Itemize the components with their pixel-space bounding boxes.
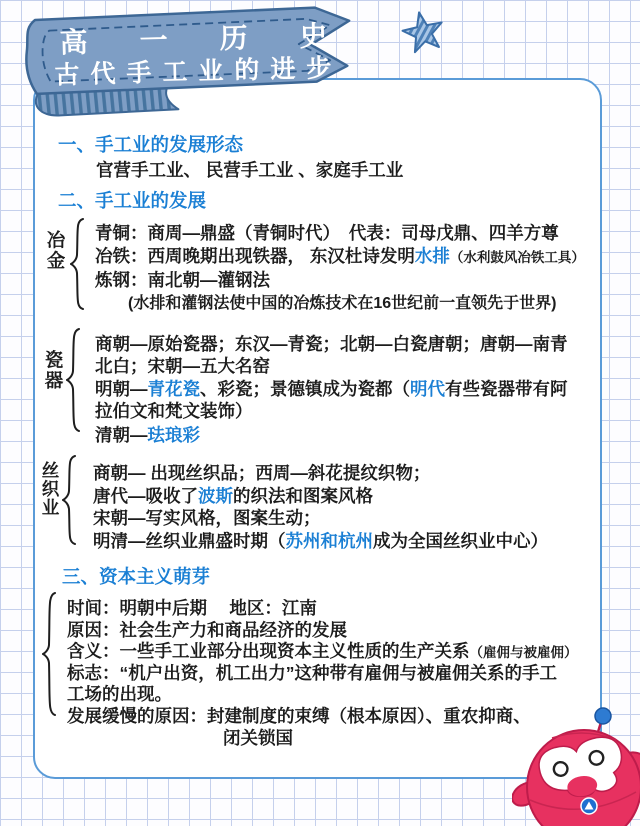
page-title-line2: 古代手工业的进步 [54,53,343,90]
mascot-right-eye [589,750,604,765]
curly-brace-icon [70,218,86,310]
iron-text: 冶铁：西周晚期出现铁器， 东汉杜诗发明 [95,246,415,267]
silk-label: 丝织业 [40,461,60,517]
porcelain-ming-mid: 、彩瓷；景德镇成为瓷都（ [200,378,410,399]
section1-heading: 一、手工业的发展形态 [58,134,244,155]
metallurgy-steel-line: 炼钢：南北朝—灌钢法 [95,269,270,290]
mascot-antenna-ball [595,708,611,724]
section1-content: 官营手工业、 民营手工业 、家庭手工业 [96,160,404,180]
silk-suzhou-hangzhou-highlight: 苏州和杭州 [285,531,373,552]
s3-reason-line: 原因：社会生产力和商品经济的发展 [67,619,347,640]
porcelain-ming-post: 有些瓷器带有阿 [445,378,568,399]
metallurgy-lines [95,220,585,313]
silk-mingqing-pre: 明清—丝织业鼎盛时期（ [93,531,286,552]
metallurgy-bronze-line: 青铜：商周—鼎盛（青铜时代） 代表：司母戊鼎、四羊方尊 [95,223,559,243]
porcelain-falangcai-highlight: 珐琅彩 [147,424,200,445]
porcelain-qing-pre: 清朝— [95,424,148,445]
s3-slow-line: 发展缓慢的原因：封建制度的束缚（根本原因）、重农抑商、 [67,705,531,726]
mascot-robot-icon [512,702,640,826]
page-title-line1: 高一历史 [59,18,380,59]
iron-highlight: 水排 [414,246,450,267]
silk-tang-post: 的织法和图案风格 [233,485,373,506]
silk-persia-highlight: 波斯 [198,485,233,506]
metallurgy-label: 冶金 [45,230,66,271]
s3-sign-line: 标志：“机户出资，机工出力”这种带有雇佣与被雇佣关系的手工 [67,662,557,683]
silk-mingqing-post: 成为全国丝织业中心） [373,531,548,552]
silk-line2 [93,483,548,506]
silk-lines [93,460,548,551]
porcelain-label: 瓷器 [43,350,64,391]
s3-sign-line2: 工场的出现。 [67,684,172,705]
title-ribbon [13,0,378,126]
porcelain-ming-pre: 明朝— [95,378,148,399]
porcelain-qinghuaci-highlight: 青花瓷 [147,378,200,399]
s3-time-line: 时间：明朝中后期 地区：江南 [67,598,317,618]
porcelain-line2: 北白；宋朝—五大名窑 [95,356,270,377]
curly-brace-icon [42,592,58,716]
porcelain-line3 [95,376,568,398]
section2-heading: 二、手工业的发展 [58,190,207,211]
s3-meaning-line [67,638,578,660]
curly-brace-icon [62,455,78,545]
mascot-left-eye [553,761,568,776]
porcelain-line4: 拉伯文和梵文装饰） [95,401,253,422]
silk-line4 [93,528,548,551]
section3-heading: 三、资本主义萌芽 [62,566,211,587]
s3-slow-line2: 闭关锁国 [223,727,293,748]
silk-line3: 宋朝—写实风格，图案生动； [93,508,321,529]
porcelain-mingdai-highlight: 明代 [410,378,445,399]
iron-note: （水利鼓风冶铁工具） [449,250,585,266]
s3-meaning-note: （雇佣与被雇佣） [469,645,578,661]
curly-brace-icon [66,328,82,432]
star-icon [392,1,453,61]
metallurgy-note-line: (水排和灌钢法使中国的冶炼技术在16世纪前一直领先于世界) [128,294,557,312]
porcelain-lines [95,331,568,444]
section3-lines [67,595,578,746]
s3-meaning-text: 含义：一些手工业部分出现资本主义性质的生产关系 [67,641,470,662]
porcelain-line1: 商朝—原始瓷器；东汉—青瓷；北朝—白瓷唐朝；唐朝—南青 [95,334,568,354]
silk-tang-pre: 唐代—吸收了 [93,485,198,506]
metallurgy-iron-line [95,243,585,266]
porcelain-line5 [95,422,568,444]
silk-line1: 商朝— 出现丝织品；西周—斜花提纹织物； [93,463,431,483]
